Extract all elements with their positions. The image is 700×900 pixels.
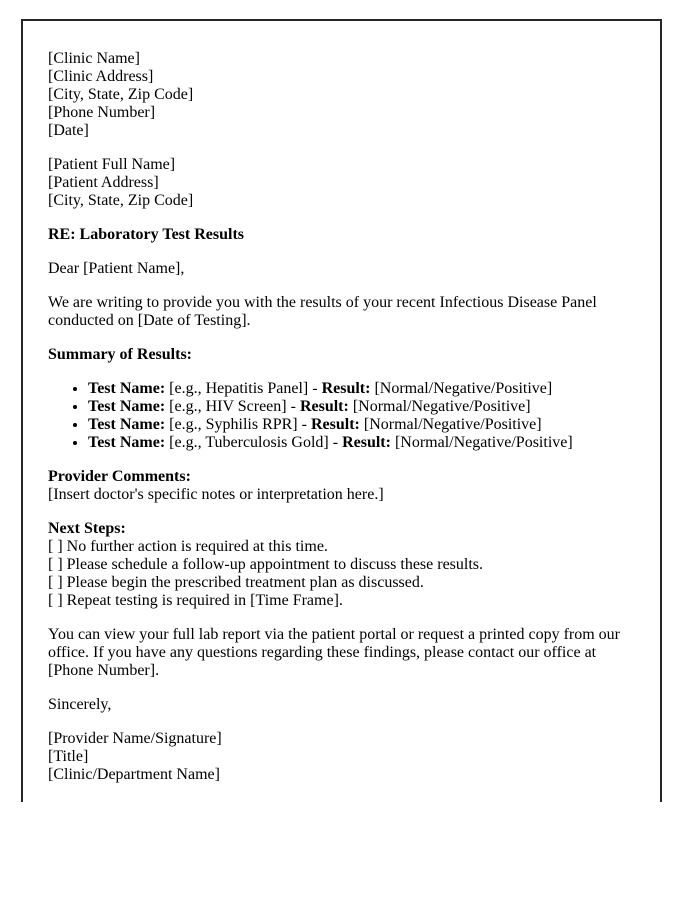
patient-address-block	[48, 156, 635, 210]
test-name-value: [e.g., Hepatitis Panel] -	[165, 380, 322, 397]
next-steps-heading: Next Steps:	[48, 520, 126, 537]
result-item-hepatitis	[88, 380, 635, 398]
next-step-option-treatment-plan: [ ] Please begin the prescribed treatment plan as discussed.	[48, 574, 424, 591]
letter-page	[21, 19, 662, 802]
provider-signature-line: [Provider Name/Signature]	[48, 730, 222, 747]
summary-heading: Summary of Results:	[48, 346, 192, 363]
results-list	[48, 380, 635, 452]
next-steps-block	[48, 520, 635, 610]
next-step-option-no-action: [ ] No further action is required at this time.	[48, 538, 328, 555]
salutation: Dear [Patient Name],	[48, 260, 185, 277]
next-step-option-follow-up: [ ] Please schedule a follow-up appointment to discuss these results.	[48, 556, 484, 573]
result-value: [Normal/Negative/Positive]	[348, 398, 531, 415]
provider-comments-body: [Insert doctor's specific notes or interpretation here.]	[48, 486, 384, 503]
result-item-hiv	[88, 398, 635, 416]
result-label: Result:	[310, 416, 360, 433]
closing-paragraph: You can view your full lab report via the patient portal or request a printed copy from our office. If you have any questions regarding these findings, please contact our office at [Phone Number].	[48, 626, 620, 679]
provider-comments-heading: Provider Comments:	[48, 468, 191, 485]
test-name-value: [e.g., HIV Screen] -	[165, 398, 300, 415]
result-value: [Normal/Negative/Positive]	[390, 434, 573, 451]
result-item-syphilis	[88, 416, 635, 434]
patient-name-line: [Patient Full Name]	[48, 156, 176, 173]
provider-comments-block	[48, 468, 635, 504]
provider-title-line: [Title]	[48, 748, 89, 765]
test-name-value: [e.g., Tuberculosis Gold] -	[165, 434, 343, 451]
test-name-label: Test Name:	[88, 380, 166, 397]
signature-block	[48, 730, 635, 784]
sign-off: Sincerely,	[48, 696, 112, 713]
next-step-option-repeat-testing: [ ] Repeat testing is required in [Time Frame].	[48, 592, 343, 609]
clinic-address-block	[48, 50, 635, 140]
result-item-tuberculosis	[88, 434, 635, 452]
clinic-city-state-zip-line: [City, State, Zip Code]	[48, 86, 194, 103]
clinic-address-line: [Clinic Address]	[48, 68, 154, 85]
result-label: Result:	[342, 434, 391, 451]
test-name-label: Test Name:	[88, 434, 166, 451]
test-name-label: Test Name:	[88, 416, 166, 433]
result-label: Result:	[299, 398, 349, 415]
clinic-phone-line: [Phone Number]	[48, 104, 156, 121]
result-label: Result:	[321, 380, 371, 397]
date-line: [Date]	[48, 122, 89, 139]
clinic-name-line: [Clinic Name]	[48, 50, 140, 67]
intro-paragraph: We are writing to provide you with the results of your recent Infectious Disease Panel conducted on [Date of Testing].	[48, 294, 597, 329]
subject-line: RE: Laboratory Test Results	[48, 226, 245, 243]
patient-city-state-zip-line: [City, State, Zip Code]	[48, 192, 194, 209]
clinic-department-line: [Clinic/Department Name]	[48, 766, 220, 783]
result-value: [Normal/Negative/Positive]	[370, 380, 553, 397]
result-value: [Normal/Negative/Positive]	[359, 416, 542, 433]
test-name-label: Test Name:	[88, 398, 166, 415]
test-name-value: [e.g., Syphilis RPR] -	[165, 416, 311, 433]
patient-address-line: [Patient Address]	[48, 174, 159, 191]
